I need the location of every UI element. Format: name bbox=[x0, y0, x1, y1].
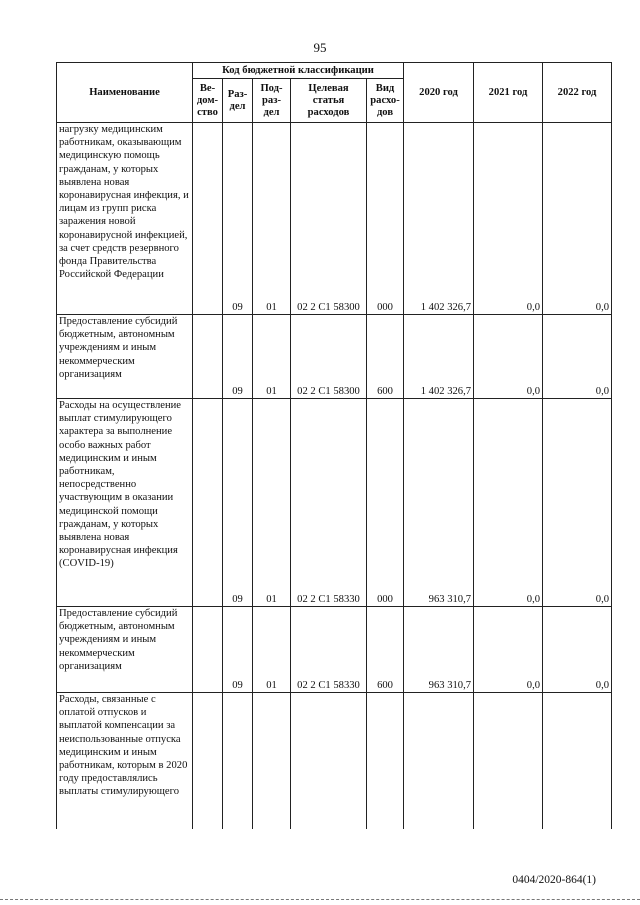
header-budget-classification: Код бюджетной классификации bbox=[193, 63, 404, 79]
row-name: нагрузку медицинским работникам, оказывающим медицинскую помощь гражданам, у которых выявлена новая коронавирусная инфекция, и лицам из групп риска заражения новой коронавирусной инфекцией, за счет средств резервного фонда Правительства Российской Федерации bbox=[57, 123, 193, 315]
table-row bbox=[57, 315, 612, 399]
cell-vedomstvo bbox=[193, 123, 223, 315]
cell-podrazdel: 01 bbox=[253, 399, 291, 607]
cell-razdel: 09 bbox=[223, 123, 253, 315]
cell-2022: 0,0 bbox=[543, 315, 612, 399]
cell-podrazdel: 01 bbox=[253, 315, 291, 399]
header-name: Наименование bbox=[57, 63, 193, 123]
cell-vid: 000 bbox=[367, 123, 404, 315]
cell-celevaya bbox=[291, 693, 367, 829]
cell-2021: 0,0 bbox=[474, 399, 543, 607]
cell-2022: 0,0 bbox=[543, 123, 612, 315]
cell-celevaya: 02 2 С1 58330 bbox=[291, 607, 367, 693]
cell-vid bbox=[367, 693, 404, 829]
header-2021: 2021 год bbox=[474, 63, 543, 123]
header-vedomstvo: Ве- дом- ство bbox=[193, 79, 223, 123]
cell-2020: 1 402 326,7 bbox=[404, 123, 474, 315]
cell-2022: 0,0 bbox=[543, 399, 612, 607]
cell-vedomstvo bbox=[193, 399, 223, 607]
cell-2022 bbox=[543, 693, 612, 829]
table-row bbox=[57, 123, 612, 315]
budget-table bbox=[56, 62, 612, 829]
cell-podrazdel: 01 bbox=[253, 607, 291, 693]
cell-vid: 000 bbox=[367, 399, 404, 607]
cell-2021 bbox=[474, 693, 543, 829]
cell-vid: 600 bbox=[367, 607, 404, 693]
header-vid: Вид расхо- дов bbox=[367, 79, 404, 123]
header-celevaya: Целевая статья расходов bbox=[291, 79, 367, 123]
cell-2020: 1 402 326,7 bbox=[404, 315, 474, 399]
table-row bbox=[57, 607, 612, 693]
bottom-divider bbox=[0, 899, 640, 900]
cell-razdel bbox=[223, 693, 253, 829]
cell-2021: 0,0 bbox=[474, 607, 543, 693]
header-2022: 2022 год bbox=[543, 63, 612, 123]
cell-podrazdel: 01 bbox=[253, 123, 291, 315]
table-row bbox=[57, 693, 612, 829]
cell-2020: 963 310,7 bbox=[404, 607, 474, 693]
cell-2021: 0,0 bbox=[474, 315, 543, 399]
cell-vedomstvo bbox=[193, 315, 223, 399]
cell-vedomstvo bbox=[193, 607, 223, 693]
header-razdel: Раз- дел bbox=[223, 79, 253, 123]
row-name: Расходы, связанные с оплатой отпусков и выплатой компенсации за неиспользованные отпуска медицинским и иным работникам, которым в 2020 году предоставлялись выплаты стимулирующего bbox=[57, 693, 193, 829]
cell-2022: 0,0 bbox=[543, 607, 612, 693]
cell-podrazdel bbox=[253, 693, 291, 829]
cell-celevaya: 02 2 С1 58330 bbox=[291, 399, 367, 607]
cell-vid: 600 bbox=[367, 315, 404, 399]
cell-celevaya: 02 2 С1 58300 bbox=[291, 123, 367, 315]
cell-razdel: 09 bbox=[223, 399, 253, 607]
cell-2021: 0,0 bbox=[474, 123, 543, 315]
header-2020: 2020 год bbox=[404, 63, 474, 123]
cell-2020 bbox=[404, 693, 474, 829]
row-name: Предоставление субсидий бюджетным, автономным учреждениям и иным некоммерческим организациям bbox=[57, 607, 193, 693]
row-name: Расходы на осуществление выплат стимулирующего характера за выполнение особо важных работ медицинским и иным работникам, непосредственно участвующим в оказании медицинской помощи гражданам, у которых выявлена новая коронавирусная инфекция (COVID-19) bbox=[57, 399, 193, 607]
page-number: 95 bbox=[313, 40, 327, 55]
header-podrazdel: Под- раз- дел bbox=[253, 79, 291, 123]
document-code: 0404/2020-864(1) bbox=[512, 874, 596, 886]
cell-razdel: 09 bbox=[223, 315, 253, 399]
row-name: Предоставление субсидий бюджетным, автономным учреждениям и иным некоммерческим организациям bbox=[57, 315, 193, 399]
table-row bbox=[57, 399, 612, 607]
cell-celevaya: 02 2 С1 58300 bbox=[291, 315, 367, 399]
cell-razdel: 09 bbox=[223, 607, 253, 693]
cell-2020: 963 310,7 bbox=[404, 399, 474, 607]
cell-vedomstvo bbox=[193, 693, 223, 829]
